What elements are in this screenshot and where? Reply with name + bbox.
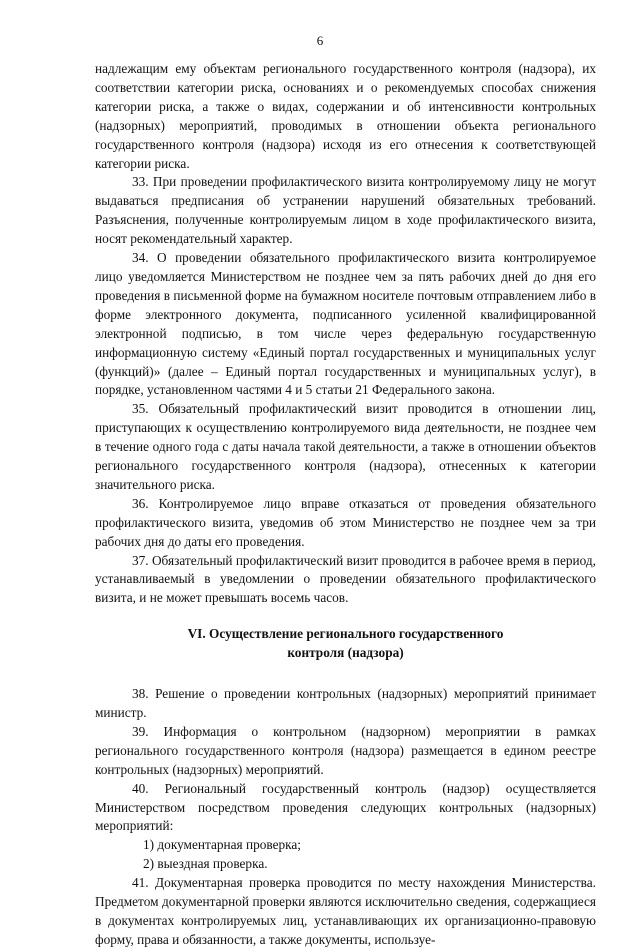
- document-body: [95, 60, 596, 950]
- section-heading-line1: VI. Осуществление регионального государственного: [187, 626, 504, 642]
- paragraph-39: 39. Информация о контрольном (надзорном) мероприятии в рамках регионального государственного контроля (надзора) размещается в едином реестре контрольных (надзорных) мероприятий.: [95, 723, 596, 777]
- paragraph-35: 35. Обязательный профилактический визит проводится в отношении лиц, приступающих к осуществлению контролируемого вида деятельности, не позднее чем в течение одного года с даты начала такой деятельности, а также в отношении объектов регионального государственного контроля (надзора), отнесенных к категории значительного риска.: [95, 401, 596, 492]
- paragraph-continued: надлежащим ему объектам регионального государственного контроля (надзора), их соответствии категории риска, основаниях и о рекомендуемых способах снижения категории риска, а также о видах, содержании и об интенсивности контрольных (надзорных) мероприятий, проводимых в отношении объекта регионального государственного контроля (надзора) исходя из его отнесения к соответствующей категории риска.: [95, 61, 596, 171]
- paragraph-36: 36. Контролируемое лицо вправе отказаться от проведения обязательного профилактического визита, уведомив об этом Министерство не позднее чем за три рабочих дня до даты его проведения.: [95, 495, 596, 549]
- paragraph-34: 34. О проведении обязательного профилактического визита контролируемое лицо уведомляется Министерством не позднее чем за пять рабочих дней до дня его проведения в письменной форме на бумажном носителе почтовым отправлением либо в форме электронного документа, подписанного усиленной квалифицированной электронной подписью, в том числе через федеральную государственную информационную систему «Единый портал государственных и муниципальных услуг (функций)» (далее – Единый портал государственных и муниципальных услуг), в порядке, установленном частями 4 и 5 статьи 21 Федерального закона.: [95, 250, 596, 398]
- paragraph-33: 33. При проведении профилактического визита контролируемому лицу не могут выдаваться предписания об устранении нарушений обязательных требований. Разъяснения, полученные контролируемым лицом в ходе профилактического визита, носят рекомендательный характер.: [95, 174, 596, 247]
- paragraph-37: 37. Обязательный профилактический визит проводится в рабочее время в период, устанавливаемый в уведомлении о проведении обязательного профилактического визита, и не может превышать восемь часов.: [95, 552, 596, 606]
- list-item-1: 1) документарная проверка;: [143, 837, 301, 853]
- paragraph-41: 41. Документарная проверка проводится по месту нахождения Министерства. Предметом документарной проверки являются исключительно сведения, содержащиеся в документах контролируемых лиц, устанавливающих их организационно-правовую форму, права и обязанности, а также документы, используе-: [95, 875, 596, 947]
- paragraph-40: 40. Региональный государственный контроль (надзор) осуществляется Министерством посредством проведения следующих контрольных (надзорных) мероприятий:: [95, 780, 596, 834]
- section-heading: [95, 625, 596, 663]
- section-heading-line2: контроля (надзора): [287, 645, 404, 661]
- paragraph-38: 38. Решение о проведении контрольных (надзорных) мероприятий принимает министр.: [95, 686, 596, 720]
- page-number: 6: [316, 33, 324, 48]
- list-item-2: 2) выездная проверка.: [143, 856, 268, 872]
